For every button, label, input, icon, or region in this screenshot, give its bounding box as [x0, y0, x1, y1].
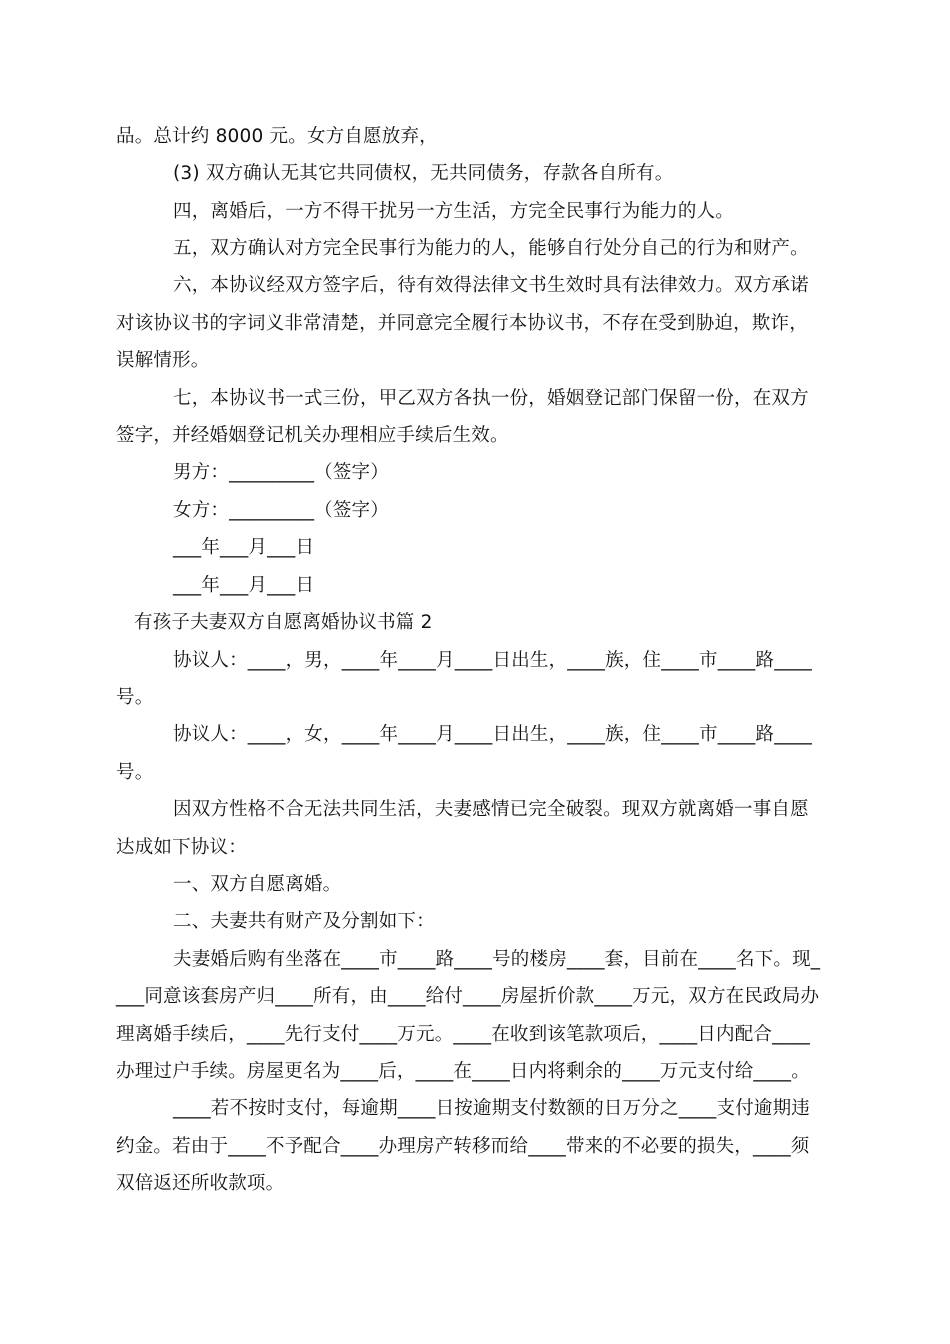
- text-line: 号。: [116, 687, 154, 708]
- text-line: 对该协议书的字词义非常清楚，并同意完全履行本协议书，不存在受到胁迫，欺诈，: [116, 313, 808, 334]
- text-line: 协议人：____，女，____年____月____日出生，____族，住____市____路____: [173, 724, 813, 745]
- text-line: 签字，并经婚姻登记机关办理相应手续后生效。: [116, 425, 509, 446]
- text-line: 达成如下协议：: [116, 837, 247, 858]
- text-line: 夫妻婚后购有坐落在____市____路____号的楼房____套，目前在____名下。现_: [173, 949, 821, 970]
- text-line: (3) 双方确认无其它共同债权，无共同债务，存款各自所有。: [173, 163, 674, 184]
- date-line: ___年___月___日: [173, 575, 315, 596]
- text-line: 四，离婚后，一方不得干扰另一方生活，方完全民事行为能力的人。: [173, 201, 735, 222]
- text-line: 因双方性格不合无法共同生活，夫妻感情已完全破裂。现双方就离婚一事自愿: [173, 799, 809, 820]
- text-line: ___同意该套房产归____所有，由____给付____房屋折价款____万元，双方在民政局办: [116, 986, 820, 1007]
- text-line: 协议人：____，男，____年____月____日出生，____族，住____市____路____: [173, 650, 813, 671]
- text-line: 误解情形。: [116, 350, 210, 371]
- signature-line-female: 女方：_________（签字）: [173, 500, 389, 521]
- text-line: 号。: [116, 762, 154, 783]
- section-title: 有孩子夫妻双方自愿离婚协议书篇 2: [134, 612, 433, 633]
- text-line: 六，本协议经双方签字后，待有效得法律文书生效时具有法律效力。双方承诺: [173, 275, 809, 296]
- text-line: 五，双方确认对方完全民事行为能力的人，能够自行处分自己的行为和财产。: [173, 238, 809, 259]
- text-line: 约金。若由于____不予配合____办理房产转移而给____带来的不必要的损失，____须: [116, 1136, 810, 1157]
- text-line: 一、双方自愿离婚。: [173, 874, 342, 895]
- text-line: 理离婚手续后，____先行支付____万元。____在收到该笔款项后，____日内配合____: [116, 1024, 810, 1045]
- text-line: 二、夫妻共有财产及分割如下：: [173, 911, 435, 932]
- text-line: 七，本协议书一式三份，甲乙双方各执一份，婚姻登记部门保留一份，在双方: [173, 388, 809, 409]
- text-line: ____若不按时支付，每逾期____日按逾期支付数额的日万分之____支付逾期违: [173, 1098, 811, 1119]
- text-line: 双倍返还所收款项。: [116, 1173, 285, 1194]
- text-line: 办理过户手续。房屋更名为____后，____在____日内将剩余的____万元支付给____。: [116, 1061, 810, 1082]
- signature-line-male: 男方：_________（签字）: [173, 462, 389, 483]
- date-line: ___年___月___日: [173, 537, 315, 558]
- text-line: 品。总计约 8000 元。女方自愿放弃，: [116, 126, 438, 147]
